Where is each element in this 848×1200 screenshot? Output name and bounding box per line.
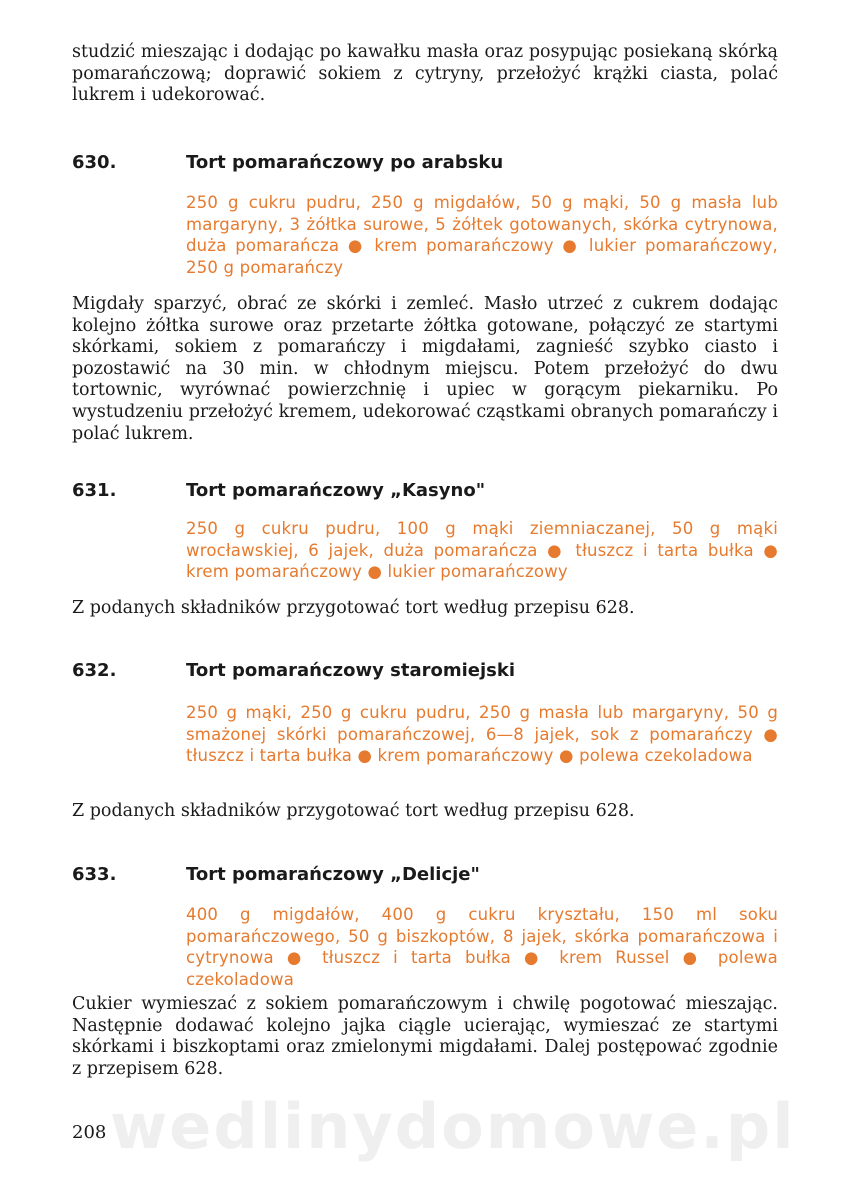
recipe-number: 631. bbox=[72, 480, 117, 501]
recipe-title: Tort pomarańczowy staromiejski bbox=[186, 660, 516, 681]
recipe-number: 633. bbox=[72, 864, 117, 885]
page-number: 208 bbox=[72, 1122, 107, 1143]
recipe-633-heading bbox=[72, 862, 778, 888]
intro-paragraph: studzić mieszając i dodając po kawałku masła oraz posypując posiekaną skórką pomarańczową; doprawić sokiem z cytryny, przełożyć krążki ciasta, polać lukrem i udekorować. bbox=[72, 42, 778, 106]
recipe-number: 630. bbox=[72, 152, 117, 173]
recipe-631-heading bbox=[72, 478, 778, 504]
recipe-title: Tort pomarańczowy „Kasyno" bbox=[186, 480, 486, 501]
recipe-633-method: Cukier wymieszać z sokiem pomarańczowym i chwilę pogotować mieszając. Następnie dodawać kolejno jajka ciągle ucierając, wymieszać ze startymi skórkami i biszkoptami oraz zmielonymi migdałami. Dalej postępować zgodnie z przepisem 628. bbox=[72, 994, 778, 1079]
recipe-632-heading bbox=[72, 658, 778, 684]
recipe-632-ingredients: 250 g mąki, 250 g cukru pudru, 250 g masła lub margaryny, 50 g smażonej skórki pomarańczowej, 6—8 jajek, sok z pomarańczy ● tłuszcz i tarta bułka ● krem pomarańczowy ● polewa czekoladowa bbox=[186, 703, 778, 765]
recipe-630-ingredients: 250 g cukru pudru, 250 g migdałów, 50 g mąki, 50 g masła lub margaryny, 3 żółtka surowe, 5 żółtek gotowanych, skórka cytrynowa, duża pomarańcza ● krem pomarańczowy ● lukier pomarańczowy, 250 g pomarańczy bbox=[186, 193, 778, 277]
recipe-632-method: Z podanych składników przygotować tort według przepisu 628. bbox=[72, 801, 635, 821]
recipe-title: Tort pomarańczowy po arabsku bbox=[186, 152, 504, 173]
recipe-633-ingredients: 400 g migdałów, 400 g cukru kryształu, 150 ml soku pomarańczowego, 50 g biszkoptów, 8 jajek, skórka pomarańczowa i cytrynowa ● tłuszcz i tarta bułka ● krem Russel ● polewa czekoladowa bbox=[186, 905, 778, 989]
recipe-number: 632. bbox=[72, 660, 117, 681]
recipe-630-method: Migdały sparzyć, obrać ze skórki i zemleć. Masło utrzeć z cukrem dodając kolejno żółtka surowe oraz przetarte żółtka gotowane, połączyć ze startymi skórkami, sokiem z pomarańczy i migdałami, zagnieść szybko ciasto i pozostawić na 30 min. w chłodnym miejscu. Potem przełożyć do dwu tortownic, wyrównać powierzchnię i upiec w gorącym piekarniku. Po wystudzeniu przełożyć kremem, udekorować cząstkami obranych pomarańczy i polać lukrem. bbox=[72, 294, 778, 444]
recipe-title: Tort pomarańczowy „Delicje" bbox=[186, 864, 480, 885]
recipe-630-heading bbox=[72, 150, 778, 176]
recipe-631-method: Z podanych składników przygotować tort według przepisu 628. bbox=[72, 598, 635, 618]
watermark: wedlinydomowe.pl bbox=[110, 1090, 796, 1163]
recipe-631-ingredients: 250 g cukru pudru, 100 g mąki ziemniaczanej, 50 g mąki wrocławskiej, 6 jajek, duża pomarańcza ● tłuszcz i tarta bułka ● krem pomarańczowy ● lukier pomarańczowy bbox=[186, 519, 778, 581]
